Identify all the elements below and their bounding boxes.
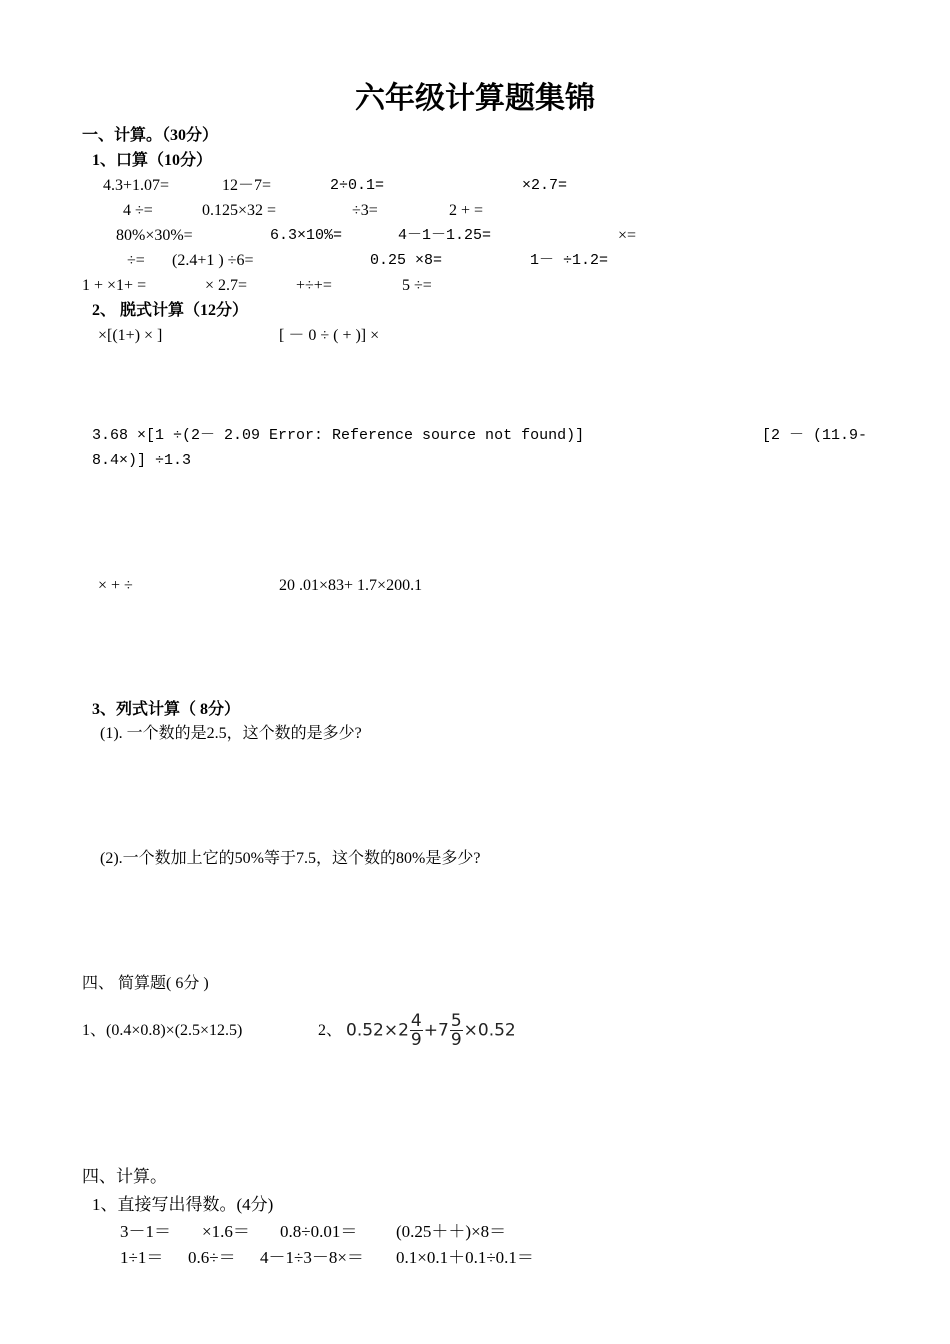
- stepwise-calc-heading: 2、 脱式计算（12分）: [92, 302, 249, 319]
- fraction: [450, 1012, 463, 1049]
- fraction-numerator: 4: [410, 1011, 422, 1031]
- stepwise-problem: [2 － (11.9-: [762, 427, 868, 444]
- expr-part: ×0.52: [463, 1020, 516, 1041]
- calc-item: 0.6÷＝: [188, 1248, 236, 1267]
- stepwise-problem-continued: 8.4×)] ÷1.3: [92, 452, 192, 469]
- oral-item: 2 + =: [449, 202, 484, 219]
- oral-item: 12－7=: [222, 177, 272, 194]
- expr-part: +7: [423, 1020, 449, 1041]
- page-title: 六年级计算题集锦: [355, 82, 595, 115]
- oral-item: 4.3+1.07=: [103, 177, 170, 194]
- calc-item: 1÷1＝: [120, 1248, 164, 1267]
- oral-item: (2.4+1 ) ÷6=: [172, 252, 254, 269]
- written-calc-heading: 3、列式计算（ 8分）: [92, 701, 241, 718]
- oral-item: ÷=: [127, 252, 145, 269]
- fraction-numerator: 5: [450, 1011, 462, 1031]
- word-problem: (2).一个数加上它的50%等于7.5，这个数的80%是多少?: [100, 850, 481, 867]
- simplify-problem-label: 2、: [318, 1022, 343, 1039]
- stepwise-problem: [ － 0 ÷ ( + )] ×: [279, 327, 380, 344]
- mixed-number-expression: [346, 1012, 516, 1049]
- calc-item: 0.8÷0.01＝: [280, 1222, 358, 1241]
- simplify-problem: 1、(0.4×0.8)×(2.5×12.5): [82, 1022, 243, 1039]
- oral-item: 0.25 ×8=: [370, 252, 443, 269]
- oral-item: 0.125×32 =: [202, 202, 277, 219]
- oral-item: 1－ ÷1.2=: [530, 252, 609, 269]
- calc-heading: 四、计算。: [82, 1167, 167, 1186]
- fraction-denominator: 9: [450, 1030, 462, 1050]
- oral-item: 4－1－1.25=: [398, 227, 492, 244]
- oral-item: 1 + ×1+ =: [82, 277, 147, 294]
- calc-item: 3－1＝: [120, 1222, 171, 1241]
- oral-item: 4 ÷=: [123, 202, 153, 219]
- oral-item: ×2.7=: [522, 177, 568, 194]
- stepwise-problem: 3.68 ×[1 ÷(2－ 2.09 Error: Reference source not found)]: [92, 427, 585, 444]
- fraction: [410, 1012, 423, 1049]
- oral-item: 5 ÷=: [402, 277, 432, 294]
- calc-item: (0.25＋＋)×8＝: [396, 1222, 507, 1241]
- calc-item: 0.1×0.1＋0.1÷0.1＝: [396, 1248, 534, 1267]
- oral-item: ÷3=: [352, 202, 378, 219]
- oral-item: 80%×30%=: [116, 227, 193, 244]
- calc-subheading: 1、直接写出得数。(4分): [92, 1195, 274, 1214]
- calc-item: ×1.6＝: [202, 1222, 250, 1241]
- calc-item: 4－1÷3－8×＝: [260, 1248, 364, 1267]
- oral-calc-heading: 1、口算（10分）: [92, 152, 213, 169]
- oral-item: 6.3×10%=: [270, 227, 343, 244]
- fraction-denominator: 9: [410, 1030, 422, 1050]
- stepwise-problem: 20 .01×83+ 1.7×200.1: [279, 577, 423, 594]
- stepwise-problem: × + ÷: [98, 577, 133, 594]
- oral-item: 2÷0.1=: [330, 177, 385, 194]
- oral-item: × 2.7=: [205, 277, 248, 294]
- section-1-heading: 一、计算。（30分）: [82, 127, 219, 144]
- oral-item: +÷+=: [296, 277, 332, 294]
- oral-item: ×=: [618, 227, 637, 244]
- simplify-heading: 四、 简算题( 6分 ): [82, 975, 209, 992]
- stepwise-problem: ×[(1+) × ]: [98, 327, 163, 344]
- word-problem: (1). 一个数的是2.5，这个数的是多少?: [100, 725, 362, 742]
- expr-part: 0.52×2: [346, 1020, 409, 1041]
